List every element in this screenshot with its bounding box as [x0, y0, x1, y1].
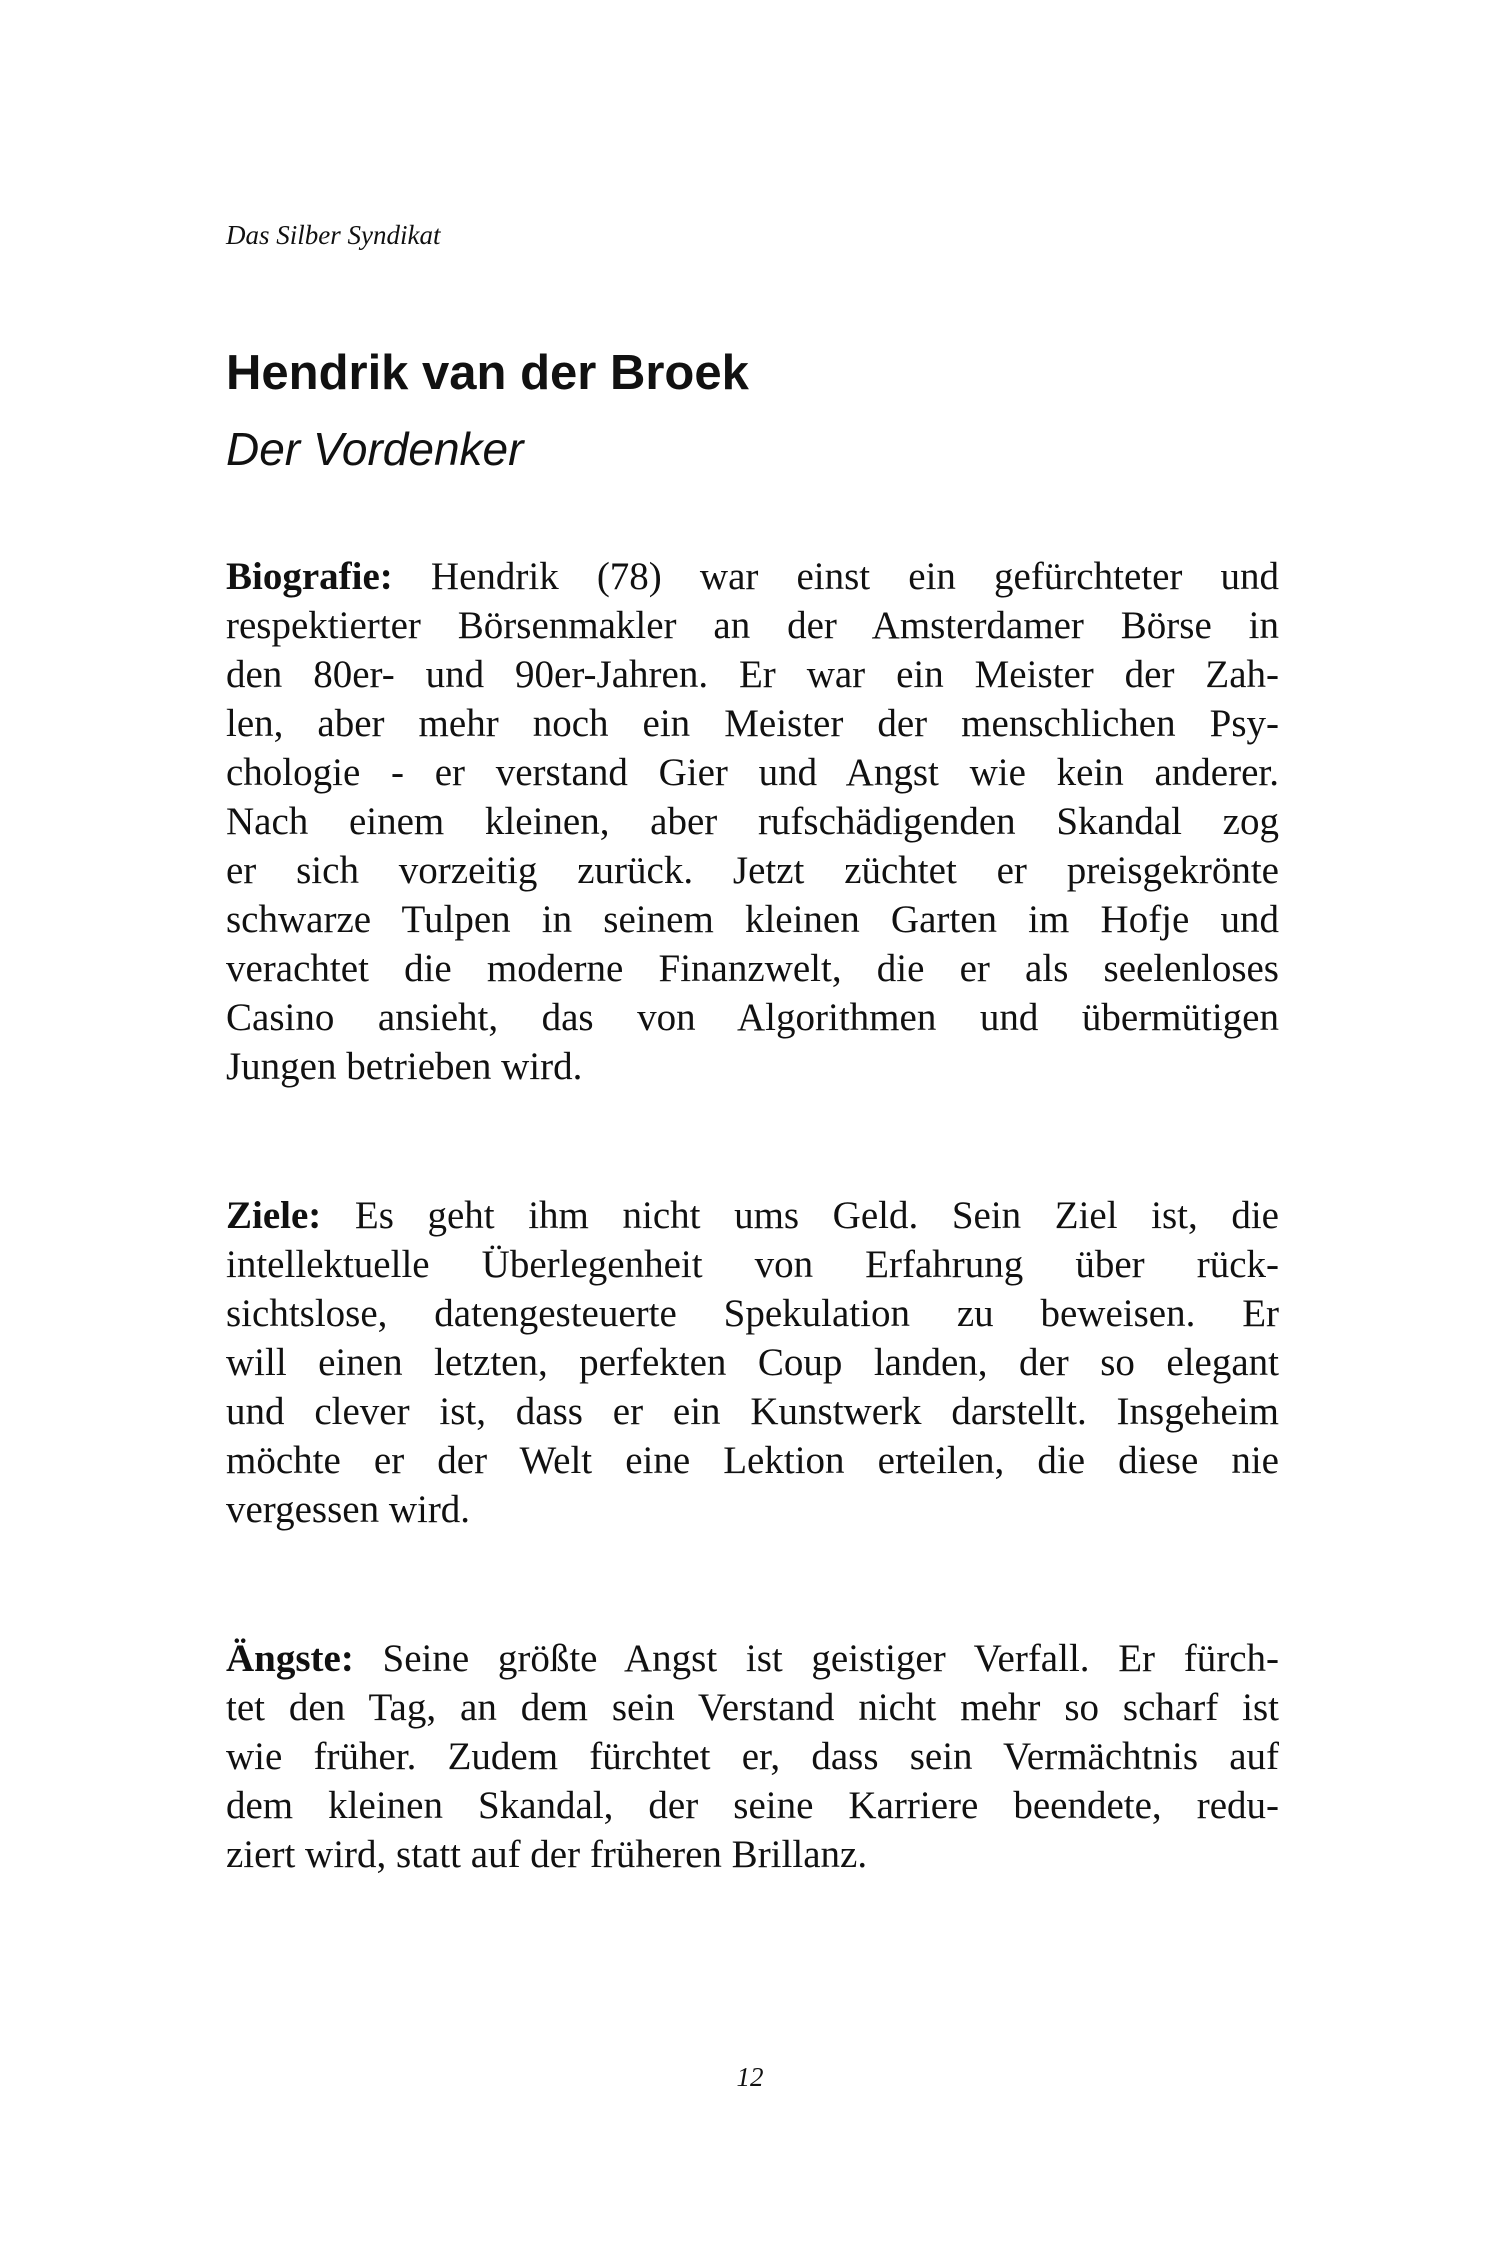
text-line — [226, 846, 1279, 895]
section-label: Biografie: — [226, 555, 393, 598]
line-text: Nach einem kleinen, aber rufschädigenden Skandal zog — [226, 800, 1279, 843]
text-line — [226, 699, 1279, 748]
line-text: len, aber mehr noch ein Meister der menschlichen Psy- — [226, 702, 1279, 745]
text-line — [226, 944, 1279, 993]
section-label: Ängste: — [226, 1637, 354, 1680]
text-line — [226, 1240, 1279, 1289]
section-label: Ziele: — [226, 1194, 322, 1237]
running-header: Das Silber Syndikat — [226, 220, 441, 250]
line-text: Es geht ihm nicht ums Geld. Sein Ziel ist, die — [354, 1194, 1279, 1237]
text-line — [226, 1683, 1279, 1732]
character-name: Hendrik van der Broek — [226, 346, 749, 400]
text-line — [226, 1634, 1279, 1683]
line-text: verachtet die moderne Finanzwelt, die er als seelenloses — [226, 947, 1279, 990]
text-line — [226, 552, 1279, 601]
line-text: Jungen betrieben wird. — [226, 1045, 583, 1088]
line-text: sichtslose, datengesteuerte Spekulation zu beweisen. Er — [226, 1292, 1279, 1335]
text-line — [226, 1042, 1279, 1091]
line-text: er sich vorzeitig zurück. Jetzt züchtet er preisgekrönte — [226, 849, 1279, 892]
line-text: chologie - er verstand Gier und Angst wie kein anderer. — [226, 751, 1279, 794]
page-number: 12 — [736, 2062, 764, 2092]
line-text: Casino ansieht, das von Algorithmen und übermütigen — [226, 996, 1279, 1039]
text-line — [226, 1436, 1279, 1485]
line-text: respektierter Börsenmakler an der Amsterdamer Börse in — [226, 604, 1279, 647]
line-text: dem kleinen Skandal, der seine Karriere beendete, redu- — [226, 1784, 1279, 1827]
text-line — [226, 1732, 1279, 1781]
line-text: schwarze Tulpen in seinem kleinen Garten im Hofje und — [226, 898, 1279, 941]
line-text: Seine größte Angst ist geistiger Verfall. Er fürch- — [382, 1637, 1279, 1680]
line-text: wie früher. Zudem fürchtet er, dass sein Vermächtnis auf — [226, 1735, 1279, 1778]
line-text: und clever ist, dass er ein Kunstwerk darstellt. Insgeheim — [226, 1390, 1279, 1433]
text-line — [226, 797, 1279, 846]
text-line — [226, 650, 1279, 699]
text-line — [226, 748, 1279, 797]
text-line — [226, 895, 1279, 944]
text-line — [226, 1191, 1279, 1240]
text-line — [226, 1289, 1279, 1338]
line-text: intellektuelle Überlegenheit von Erfahrung über rück- — [226, 1243, 1279, 1286]
line-text: ziert wird, statt auf der früheren Brillanz. — [226, 1833, 868, 1876]
text-line — [226, 993, 1279, 1042]
fears-section — [226, 1634, 1279, 1879]
text-line — [226, 1781, 1279, 1830]
text-line — [226, 1830, 1279, 1879]
line-text: tet den Tag, an dem sein Verstand nicht mehr so scharf ist — [226, 1686, 1279, 1729]
text-line — [226, 1485, 1279, 1534]
text-line — [226, 601, 1279, 650]
line-text: Hendrik (78) war einst ein gefürchteter und — [430, 555, 1279, 598]
biography-section — [226, 552, 1279, 1091]
line-text: will einen letzten, perfekten Coup landen, der so elegant — [226, 1341, 1279, 1384]
line-text: vergessen wird. — [226, 1488, 471, 1531]
goals-section — [226, 1191, 1279, 1534]
text-line — [226, 1338, 1279, 1387]
line-text: den 80er- und 90er-Jahren. Er war ein Meister der Zah- — [226, 653, 1279, 696]
character-role: Der Vordenker — [226, 423, 524, 475]
text-line — [226, 1387, 1279, 1436]
line-text: möchte er der Welt eine Lektion erteilen, die diese nie — [226, 1439, 1279, 1482]
